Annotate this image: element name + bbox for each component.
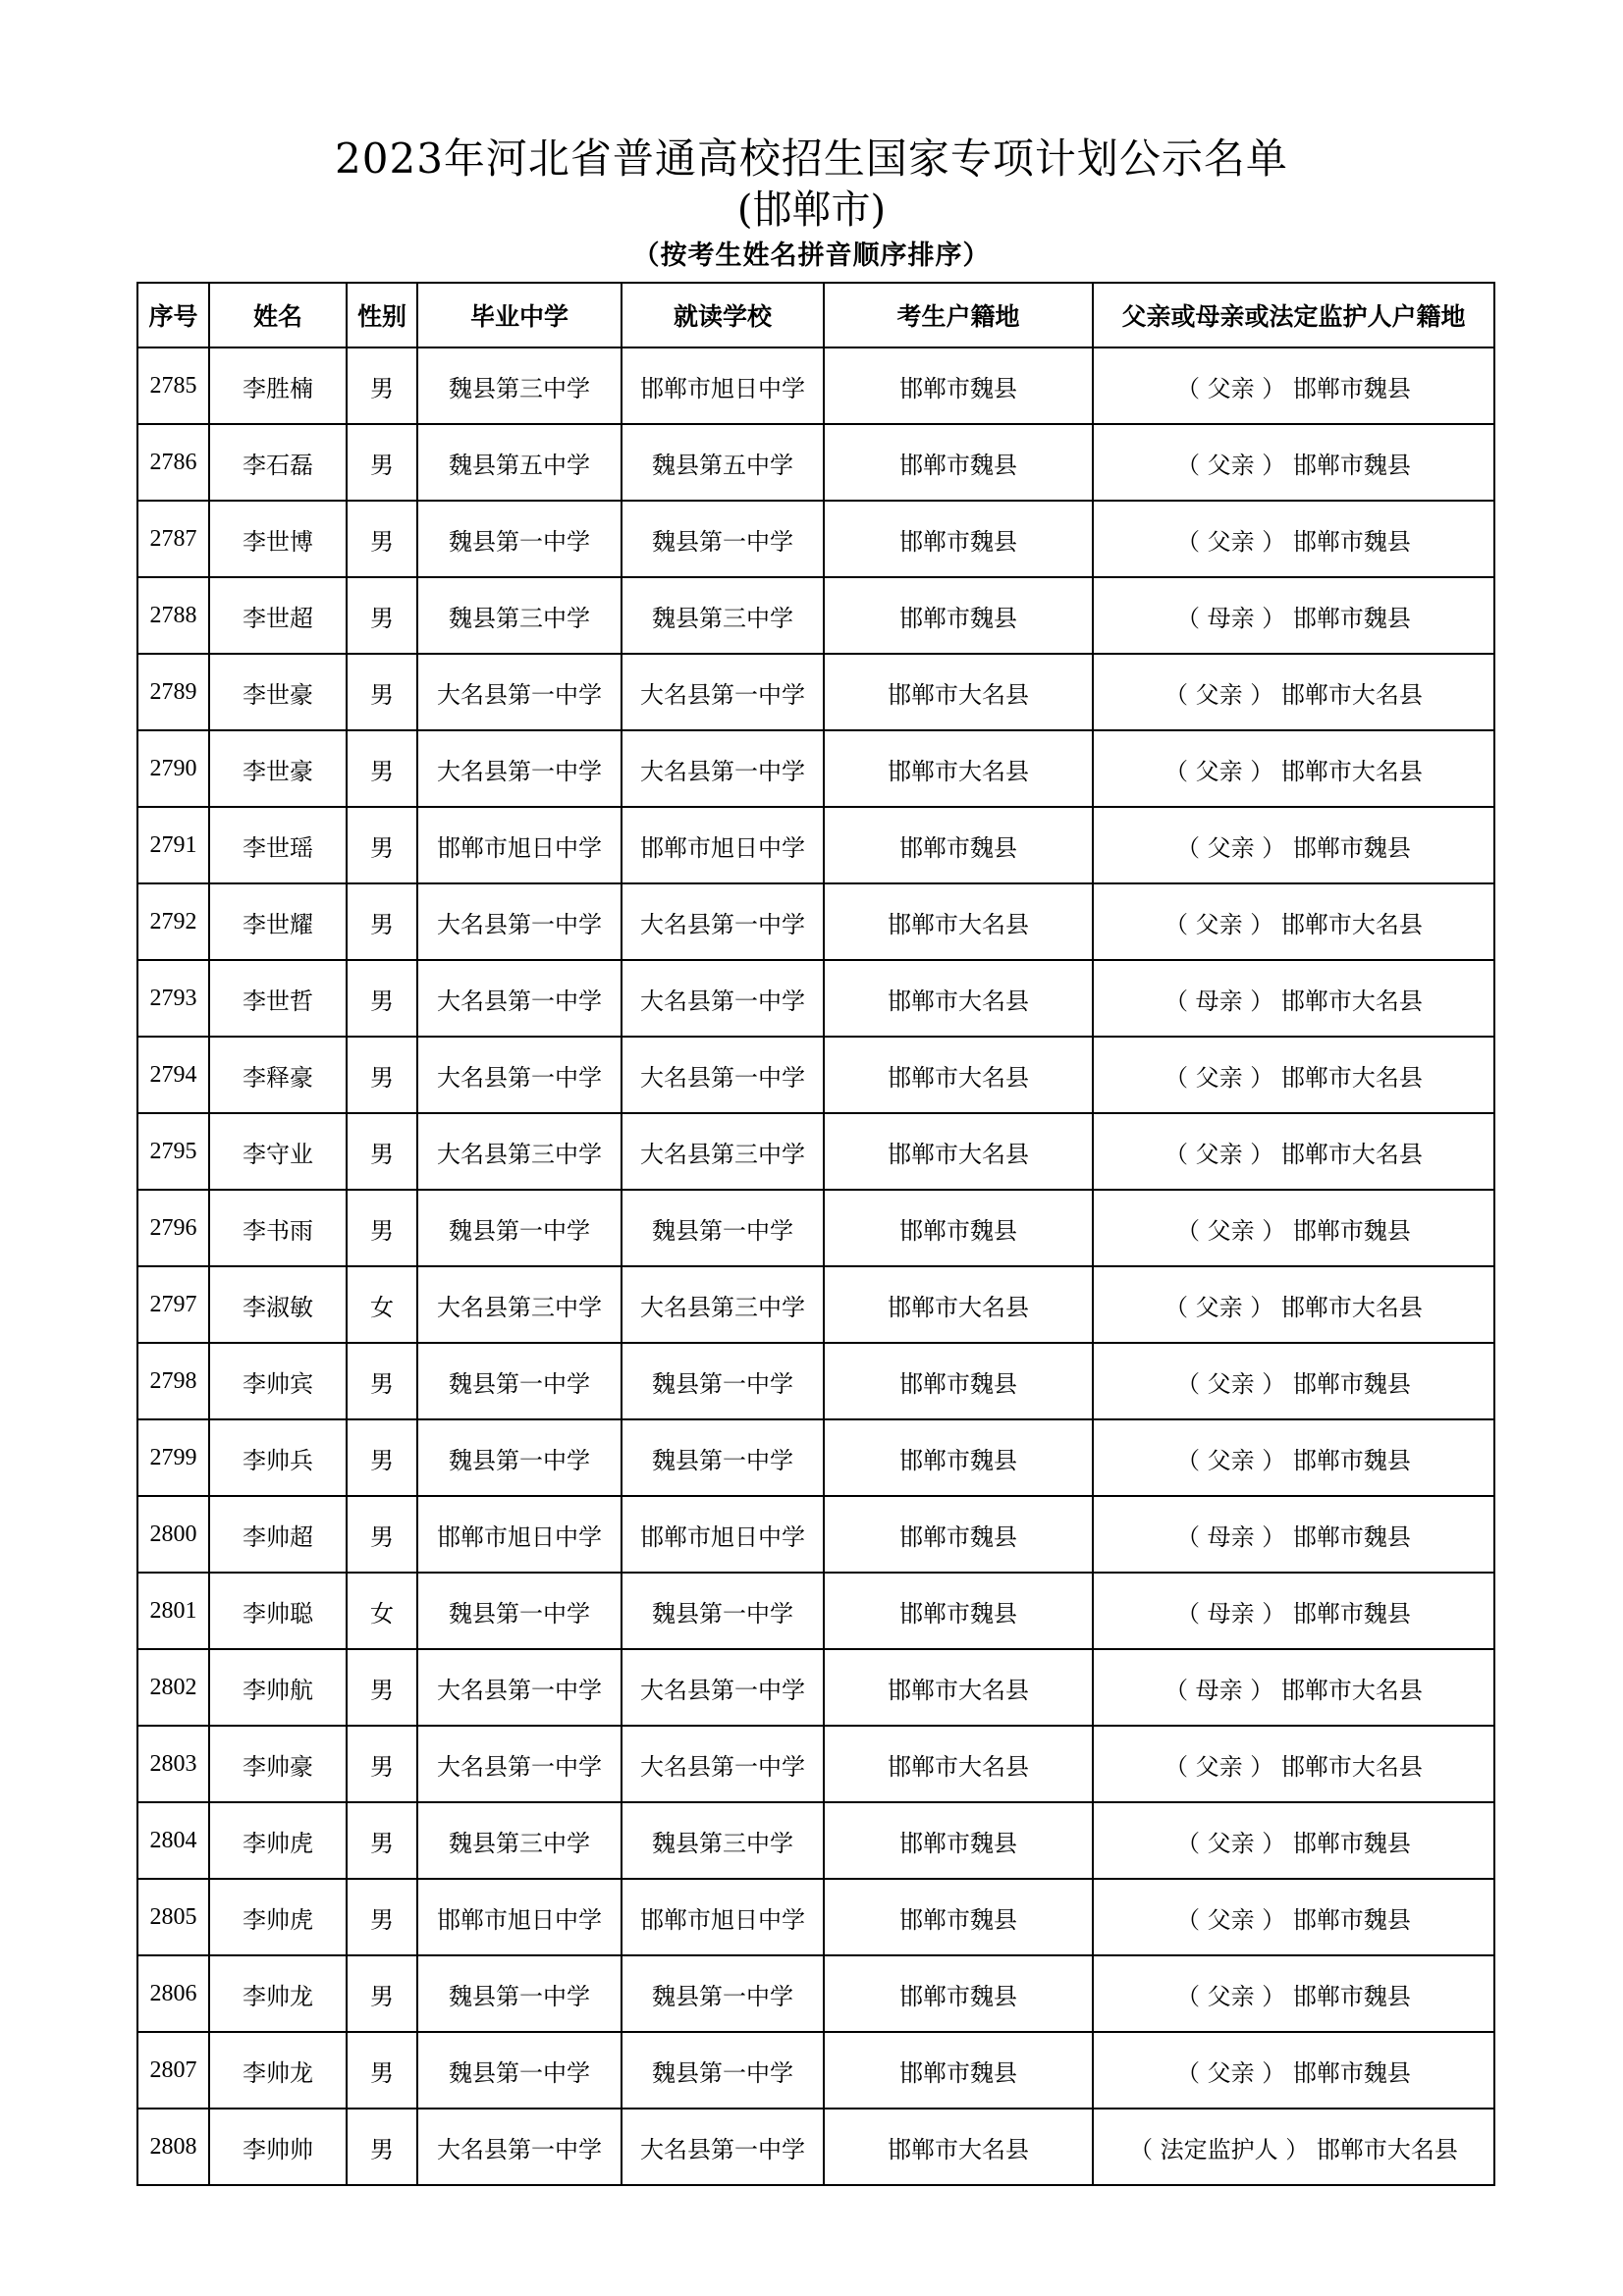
gender-cell: 男 xyxy=(347,2109,417,2185)
graduation-school-cell: 魏县第一中学 xyxy=(417,1190,622,1266)
table-row xyxy=(137,2032,1494,2109)
graduation-school-cell: 魏县第一中学 xyxy=(417,1343,622,1419)
graduation-school-cell: 大名县第一中学 xyxy=(417,1037,622,1113)
current-school-cell: 邯郸市旭日中学 xyxy=(622,807,824,883)
gender-cell: 男 xyxy=(347,1802,417,1879)
graduation-school-cell: 大名县第一中学 xyxy=(417,960,622,1037)
current-school-cell: 大名县第一中学 xyxy=(622,1037,824,1113)
gender-cell: 男 xyxy=(347,1190,417,1266)
student-residence-cell: 邯郸市魏县 xyxy=(824,577,1093,654)
name-cell: 李胜楠 xyxy=(209,347,347,424)
gender-cell: 男 xyxy=(347,1113,417,1190)
name-cell: 李帅虎 xyxy=(209,1879,347,1955)
name-cell: 李帅航 xyxy=(209,1649,347,1726)
name-cell: 李世豪 xyxy=(209,730,347,807)
student-residence-cell: 邯郸市魏县 xyxy=(824,1802,1093,1879)
table-row xyxy=(137,347,1494,424)
current-school-cell: 魏县第一中学 xyxy=(622,2032,824,2109)
current-school-cell: 大名县第三中学 xyxy=(622,1266,824,1343)
name-cell: 李世超 xyxy=(209,577,347,654)
gender-cell: 男 xyxy=(347,730,417,807)
student-residence-cell: 邯郸市大名县 xyxy=(824,1726,1093,1802)
table-row xyxy=(137,1496,1494,1573)
student-residence-cell: 邯郸市大名县 xyxy=(824,1266,1093,1343)
table-row xyxy=(137,1343,1494,1419)
seq-cell: 2798 xyxy=(137,1343,209,1419)
table-row xyxy=(137,960,1494,1037)
graduation-school-cell: 魏县第一中学 xyxy=(417,1573,622,1649)
table-row xyxy=(137,501,1494,577)
gender-cell: 男 xyxy=(347,347,417,424)
graduation-school-cell: 大名县第一中学 xyxy=(417,1726,622,1802)
seq-cell: 2786 xyxy=(137,424,209,501)
guardian-residence-cell: （ 母亲 ） 邯郸市大名县 xyxy=(1093,960,1494,1037)
student-residence-cell: 邯郸市大名县 xyxy=(824,1649,1093,1726)
guardian-residence-cell: （ 父亲 ） 邯郸市大名县 xyxy=(1093,1037,1494,1113)
current-school-cell: 大名县第一中学 xyxy=(622,1726,824,1802)
name-cell: 李释豪 xyxy=(209,1037,347,1113)
gender-cell: 男 xyxy=(347,1343,417,1419)
gender-cell: 女 xyxy=(347,1573,417,1649)
student-residence-cell: 邯郸市魏县 xyxy=(824,501,1093,577)
guardian-residence-cell: （ 父亲 ） 邯郸市魏县 xyxy=(1093,501,1494,577)
guardian-residence-cell: （ 母亲 ） 邯郸市大名县 xyxy=(1093,1649,1494,1726)
name-cell: 李帅帅 xyxy=(209,2109,347,2185)
student-residence-cell: 邯郸市大名县 xyxy=(824,2109,1093,2185)
current-school-cell: 魏县第三中学 xyxy=(622,577,824,654)
graduation-school-cell: 魏县第三中学 xyxy=(417,347,622,424)
graduation-school-cell: 魏县第一中学 xyxy=(417,1955,622,2032)
table-row xyxy=(137,577,1494,654)
gender-cell: 男 xyxy=(347,1955,417,2032)
gender-cell: 男 xyxy=(347,501,417,577)
current-school-cell: 大名县第一中学 xyxy=(622,2109,824,2185)
gender-cell: 女 xyxy=(347,1266,417,1343)
guardian-residence-cell: （ 父亲 ） 邯郸市大名县 xyxy=(1093,654,1494,730)
current-school-cell: 魏县第一中学 xyxy=(622,1343,824,1419)
seq-cell: 2785 xyxy=(137,347,209,424)
current-school-cell: 魏县第一中学 xyxy=(622,501,824,577)
table-header-row xyxy=(137,283,1494,347)
current-school-cell: 大名县第一中学 xyxy=(622,960,824,1037)
gender-cell: 男 xyxy=(347,654,417,730)
guardian-residence-cell: （ 母亲 ） 邯郸市魏县 xyxy=(1093,1496,1494,1573)
guardian-residence-cell: （ 父亲 ） 邯郸市魏县 xyxy=(1093,807,1494,883)
table-body xyxy=(137,347,1494,2185)
table-row xyxy=(137,1573,1494,1649)
name-cell: 李世瑶 xyxy=(209,807,347,883)
page-title: 2023年河北省普通高校招生国家专项计划公示名单 xyxy=(335,134,1288,183)
gender-cell: 男 xyxy=(347,1496,417,1573)
student-residence-cell: 邯郸市魏县 xyxy=(824,2032,1093,2109)
guardian-residence-cell: （ 父亲 ） 邯郸市大名县 xyxy=(1093,883,1494,960)
table-row xyxy=(137,424,1494,501)
graduation-school-cell: 魏县第一中学 xyxy=(417,501,622,577)
gender-cell: 男 xyxy=(347,1726,417,1802)
table-row xyxy=(137,1037,1494,1113)
name-cell: 李世豪 xyxy=(209,654,347,730)
page-subtitle: (邯郸市) xyxy=(736,187,887,233)
current-school-cell: 大名县第一中学 xyxy=(622,654,824,730)
name-cell: 李世耀 xyxy=(209,883,347,960)
name-cell: 李书雨 xyxy=(209,1190,347,1266)
name-cell: 李帅聪 xyxy=(209,1573,347,1649)
guardian-residence-cell: （ 父亲 ） 邯郸市魏县 xyxy=(1093,1419,1494,1496)
name-cell: 李帅豪 xyxy=(209,1726,347,1802)
gender-cell: 男 xyxy=(347,2032,417,2109)
seq-cell: 2794 xyxy=(137,1037,209,1113)
current-school-cell: 魏县第五中学 xyxy=(622,424,824,501)
current-school-cell: 魏县第一中学 xyxy=(622,1190,824,1266)
column-header-name: 姓名 xyxy=(209,283,347,347)
current-school-cell: 大名县第一中学 xyxy=(622,883,824,960)
graduation-school-cell: 大名县第一中学 xyxy=(417,2109,622,2185)
name-cell: 李帅龙 xyxy=(209,1955,347,2032)
guardian-residence-cell: （ 父亲 ） 邯郸市魏县 xyxy=(1093,1802,1494,1879)
student-residence-cell: 邯郸市大名县 xyxy=(824,654,1093,730)
graduation-school-cell: 大名县第三中学 xyxy=(417,1266,622,1343)
seq-cell: 2807 xyxy=(137,2032,209,2109)
guardian-residence-cell: （ 法定监护人 ） 邯郸市大名县 xyxy=(1093,2109,1494,2185)
graduation-school-cell: 大名县第一中学 xyxy=(417,730,622,807)
seq-cell: 2803 xyxy=(137,1726,209,1802)
guardian-residence-cell: （ 父亲 ） 邯郸市大名县 xyxy=(1093,1266,1494,1343)
gender-cell: 男 xyxy=(347,807,417,883)
current-school-cell: 大名县第三中学 xyxy=(622,1113,824,1190)
table-row xyxy=(137,1726,1494,1802)
current-school-cell: 邯郸市旭日中学 xyxy=(622,1496,824,1573)
seq-cell: 2791 xyxy=(137,807,209,883)
graduation-school-cell: 魏县第一中学 xyxy=(417,1419,622,1496)
guardian-residence-cell: （ 父亲 ） 邯郸市魏县 xyxy=(1093,1879,1494,1955)
guardian-residence-cell: （ 父亲 ） 邯郸市魏县 xyxy=(1093,424,1494,501)
document-header xyxy=(0,133,1623,276)
name-cell: 李淑敏 xyxy=(209,1266,347,1343)
seq-cell: 2790 xyxy=(137,730,209,807)
guardian-residence-cell: （ 母亲 ） 邯郸市魏县 xyxy=(1093,577,1494,654)
student-residence-cell: 邯郸市魏县 xyxy=(824,424,1093,501)
graduation-school-cell: 魏县第五中学 xyxy=(417,424,622,501)
student-residence-cell: 邯郸市大名县 xyxy=(824,1037,1093,1113)
current-school-cell: 邯郸市旭日中学 xyxy=(622,1879,824,1955)
column-header-student-residence: 考生户籍地 xyxy=(824,283,1093,347)
seq-cell: 2801 xyxy=(137,1573,209,1649)
seq-cell: 2808 xyxy=(137,2109,209,2185)
seq-cell: 2787 xyxy=(137,501,209,577)
gender-cell: 男 xyxy=(347,1037,417,1113)
name-cell: 李世博 xyxy=(209,501,347,577)
current-school-cell: 大名县第一中学 xyxy=(622,730,824,807)
column-header-seq: 序号 xyxy=(137,283,209,347)
graduation-school-cell: 大名县第一中学 xyxy=(417,654,622,730)
name-cell: 李石磊 xyxy=(209,424,347,501)
seq-cell: 2795 xyxy=(137,1113,209,1190)
table-row xyxy=(137,1955,1494,2032)
student-residence-cell: 邯郸市魏县 xyxy=(824,1419,1093,1496)
graduation-school-cell: 魏县第三中学 xyxy=(417,577,622,654)
table-row xyxy=(137,1802,1494,1879)
name-cell: 李帅虎 xyxy=(209,1802,347,1879)
student-residence-cell: 邯郸市魏县 xyxy=(824,347,1093,424)
seq-cell: 2796 xyxy=(137,1190,209,1266)
seq-cell: 2797 xyxy=(137,1266,209,1343)
current-school-cell: 魏县第一中学 xyxy=(622,1573,824,1649)
student-residence-cell: 邯郸市大名县 xyxy=(824,730,1093,807)
gender-cell: 男 xyxy=(347,424,417,501)
seq-cell: 2805 xyxy=(137,1879,209,1955)
student-residence-cell: 邯郸市魏县 xyxy=(824,1190,1093,1266)
name-cell: 李世哲 xyxy=(209,960,347,1037)
sort-note: （按考生姓名拼音顺序排序） xyxy=(632,240,991,271)
graduation-school-cell: 大名县第一中学 xyxy=(417,1649,622,1726)
guardian-residence-cell: （ 父亲 ） 邯郸市魏县 xyxy=(1093,1190,1494,1266)
gender-cell: 男 xyxy=(347,1419,417,1496)
table-row xyxy=(137,1879,1494,1955)
table-row xyxy=(137,654,1494,730)
column-header-current-school: 就读学校 xyxy=(622,283,824,347)
seq-cell: 2800 xyxy=(137,1496,209,1573)
gender-cell: 男 xyxy=(347,577,417,654)
name-cell: 李帅宾 xyxy=(209,1343,347,1419)
graduation-school-cell: 大名县第一中学 xyxy=(417,883,622,960)
seq-cell: 2793 xyxy=(137,960,209,1037)
graduation-school-cell: 邯郸市旭日中学 xyxy=(417,1879,622,1955)
student-residence-cell: 邯郸市魏县 xyxy=(824,1955,1093,2032)
guardian-residence-cell: （ 父亲 ） 邯郸市大名县 xyxy=(1093,1726,1494,1802)
table-row xyxy=(137,1113,1494,1190)
guardian-residence-cell: （ 父亲 ） 邯郸市魏县 xyxy=(1093,2032,1494,2109)
student-residence-cell: 邯郸市魏县 xyxy=(824,1573,1093,1649)
name-cell: 李帅龙 xyxy=(209,2032,347,2109)
guardian-residence-cell: （ 父亲 ） 邯郸市魏县 xyxy=(1093,1955,1494,2032)
student-residence-cell: 邯郸市魏县 xyxy=(824,807,1093,883)
seq-cell: 2806 xyxy=(137,1955,209,2032)
current-school-cell: 魏县第一中学 xyxy=(622,1419,824,1496)
seq-cell: 2802 xyxy=(137,1649,209,1726)
guardian-residence-cell: （ 父亲 ） 邯郸市大名县 xyxy=(1093,1113,1494,1190)
gender-cell: 男 xyxy=(347,883,417,960)
seq-cell: 2788 xyxy=(137,577,209,654)
student-residence-cell: 邯郸市大名县 xyxy=(824,960,1093,1037)
student-residence-cell: 邯郸市大名县 xyxy=(824,1113,1093,1190)
seq-cell: 2789 xyxy=(137,654,209,730)
current-school-cell: 大名县第一中学 xyxy=(622,1649,824,1726)
table-row xyxy=(137,883,1494,960)
current-school-cell: 邯郸市旭日中学 xyxy=(622,347,824,424)
table-row xyxy=(137,1190,1494,1266)
seq-cell: 2799 xyxy=(137,1419,209,1496)
table-row xyxy=(137,1266,1494,1343)
gender-cell: 男 xyxy=(347,960,417,1037)
guardian-residence-cell: （ 父亲 ） 邯郸市魏县 xyxy=(1093,1343,1494,1419)
guardian-residence-cell: （ 父亲 ） 邯郸市魏县 xyxy=(1093,347,1494,424)
graduation-school-cell: 大名县第三中学 xyxy=(417,1113,622,1190)
graduation-school-cell: 邯郸市旭日中学 xyxy=(417,807,622,883)
graduation-school-cell: 魏县第一中学 xyxy=(417,2032,622,2109)
guardian-residence-cell: （ 父亲 ） 邯郸市大名县 xyxy=(1093,730,1494,807)
student-residence-cell: 邯郸市魏县 xyxy=(824,1879,1093,1955)
name-cell: 李守业 xyxy=(209,1113,347,1190)
column-header-graduation-school: 毕业中学 xyxy=(417,283,622,347)
student-residence-cell: 邯郸市魏县 xyxy=(824,1343,1093,1419)
current-school-cell: 魏县第三中学 xyxy=(622,1802,824,1879)
guardian-residence-cell: （ 母亲 ） 邯郸市魏县 xyxy=(1093,1573,1494,1649)
seq-cell: 2804 xyxy=(137,1802,209,1879)
table-row xyxy=(137,730,1494,807)
name-cell: 李帅兵 xyxy=(209,1419,347,1496)
table-row xyxy=(137,807,1494,883)
name-cell: 李帅超 xyxy=(209,1496,347,1573)
student-residence-cell: 邯郸市大名县 xyxy=(824,883,1093,960)
gender-cell: 男 xyxy=(347,1649,417,1726)
graduation-school-cell: 邯郸市旭日中学 xyxy=(417,1496,622,1573)
column-header-guardian-residence: 父亲或母亲或法定监护人户籍地 xyxy=(1093,283,1494,347)
column-header-gender: 性别 xyxy=(347,283,417,347)
table-row xyxy=(137,1419,1494,1496)
graduation-school-cell: 魏县第三中学 xyxy=(417,1802,622,1879)
table-row xyxy=(137,2109,1494,2185)
current-school-cell: 魏县第一中学 xyxy=(622,1955,824,2032)
seq-cell: 2792 xyxy=(137,883,209,960)
student-residence-cell: 邯郸市魏县 xyxy=(824,1496,1093,1573)
table-row xyxy=(137,1649,1494,1726)
gender-cell: 男 xyxy=(347,1879,417,1955)
student-roster-table xyxy=(136,282,1495,2186)
